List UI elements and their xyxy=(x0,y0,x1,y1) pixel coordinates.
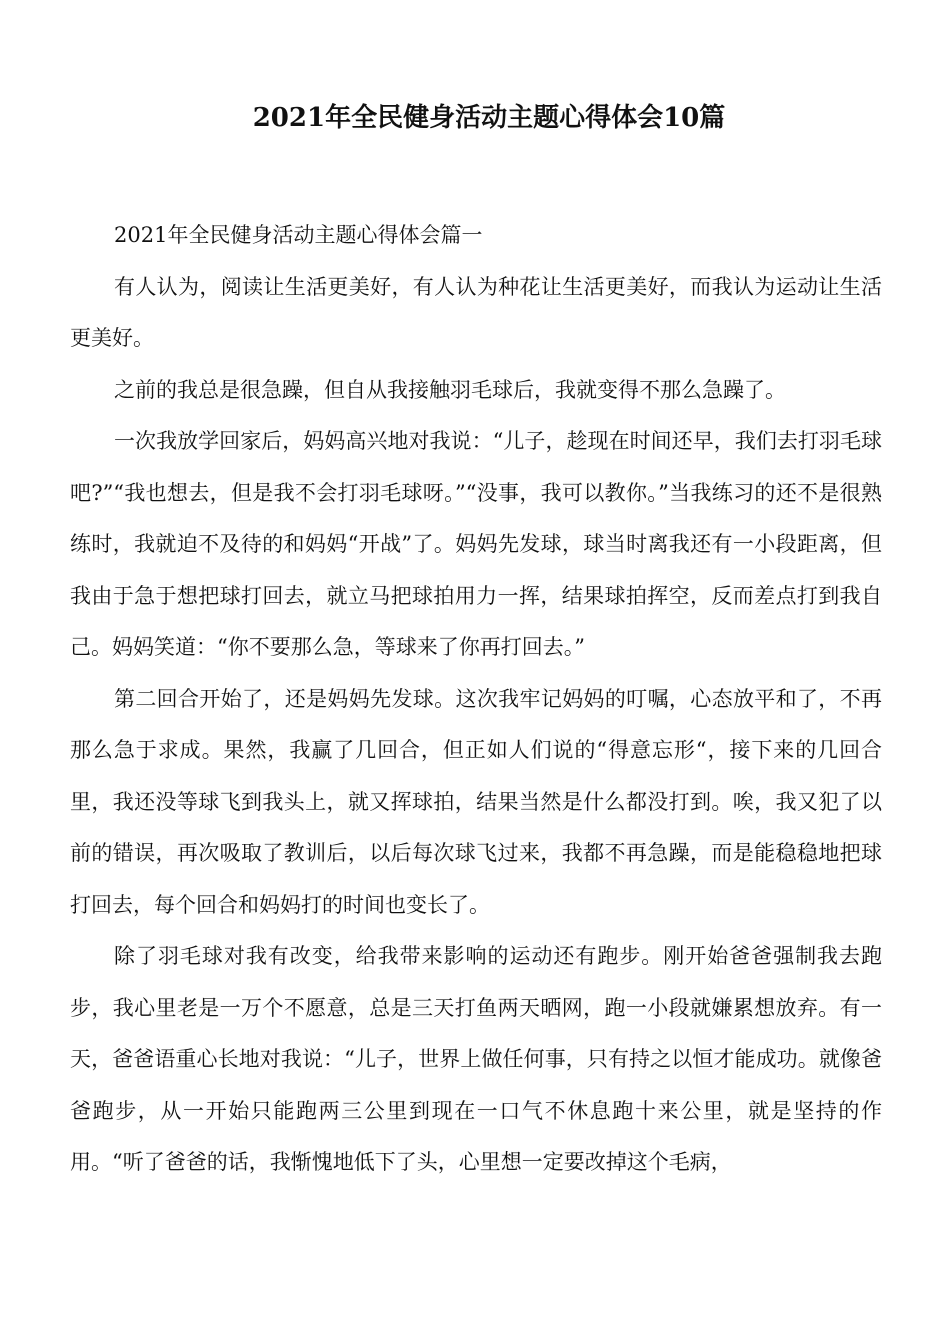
body-paragraph: 之前的我总是很急躁，但自从我接触羽毛球后，我就变得不那么急躁了。 xyxy=(114,377,786,402)
document-body xyxy=(70,210,882,1189)
body-paragraph: 一次我放学回家后，妈妈高兴地对我说：“儿子，趁现在时间还早，我们去打羽毛球吧?”“我也想去，但是我不会打羽毛球呀。”“没事，我可以教你。”当我练习的还不是很熟练时，我就迫不及待的和妈妈“开战”了。妈妈先发球，球当时离我还有一小段距离，但我由于急于想把球打回去，就立马把球拍用力一挥，结果球拍挥空，反而差点打到我自己。妈妈笑道：“你不要那么急，等球来了你再打回去。” xyxy=(70,429,882,659)
body-paragraph: 除了羽毛球对我有改变，给我带来影响的运动还有跑步。刚开始爸爸强制我去跑步，我心里老是一万个不愿意，总是三天打鱼两天晒网，跑一小段就嫌累想放弃。有一天，爸爸语重心长地对我说：“儿子，世界上做任何事，只有持之以恒才能成功。就像爸爸跑步，从一开始只能跑两三公里到现在一口气不休息跑十来公里，就是坚持的作用。“听了爸爸的话，我惭愧地低下了头，心里想一定要改掉这个毛病， xyxy=(70,944,882,1174)
document-title: 2021年全民健身活动主题心得体会10篇 xyxy=(252,103,726,133)
body-paragraph: 第二回合开始了，还是妈妈先发球。这次我牢记妈妈的叮嘱，心态放平和了，不再那么急于求成。果然，我赢了几回合，但正如人们说的“得意忘形“，接下来的几回合里，我还没等球飞到我头上，就又挥球拍，结果当然是什么都没打到。唉，我又犯了以前的错误，再次吸取了教训后，以后每次球飞过来，我都不再急躁，而是能稳稳地把球打回去，每个回合和妈妈打的时间也变长了。 xyxy=(70,686,882,917)
section-heading: 2021年全民健身活动主题心得体会篇一 xyxy=(114,223,483,247)
body-paragraph: 有人认为，阅读让生活更美好，有人认为种花让生活更美好，而我认为运动让生活更美好。 xyxy=(70,274,882,350)
